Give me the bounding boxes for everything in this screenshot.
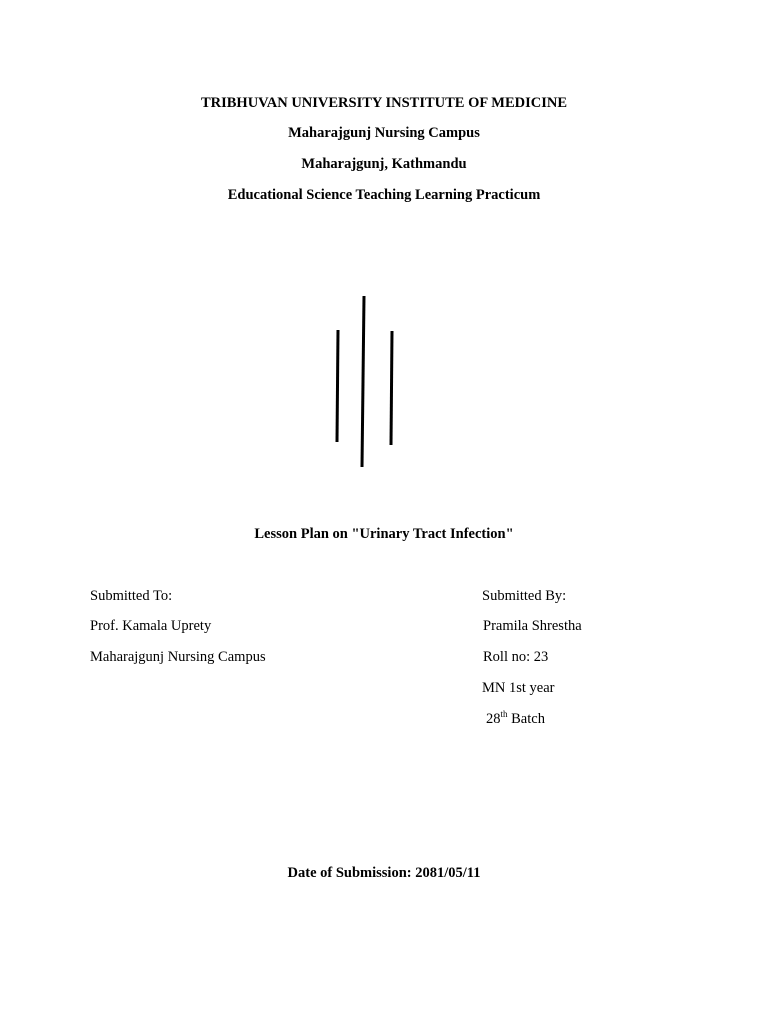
submitted-to-institution: Maharajgunj Nursing Campus	[90, 649, 266, 665]
submitted-by-label: Submitted By:	[482, 588, 567, 604]
batch-word: Batch	[507, 711, 545, 727]
emblem-lines-graphic	[320, 290, 410, 475]
submitted-by-batch	[486, 710, 545, 728]
emblem-center-line	[362, 296, 364, 467]
university-heading: TRIBHUVAN UNIVERSITY INSTITUTE OF MEDICINE	[200, 95, 568, 111]
submitted-by-name: Pramila Shrestha	[483, 618, 582, 634]
submitted-by-year: MN 1st year	[482, 680, 555, 696]
submitted-by-roll: Roll no: 23	[483, 649, 549, 665]
emblem-right-line	[391, 331, 392, 445]
course-heading: Educational Science Teaching Learning Practicum	[227, 187, 541, 203]
lesson-title: Lesson Plan on "Urinary Tract Infection"	[254, 526, 514, 542]
batch-ordinal-suffix: th	[500, 709, 508, 719]
location-heading: Maharajgunj, Kathmandu	[301, 156, 467, 172]
batch-number: 28	[486, 711, 501, 727]
submitted-to-label: Submitted To:	[90, 588, 173, 604]
campus-heading: Maharajgunj Nursing Campus	[288, 125, 480, 141]
submission-date: Date of Submission: 2081/05/11	[287, 865, 481, 881]
submitted-to-name: Prof. Kamala Uprety	[90, 618, 212, 634]
emblem-left-line	[337, 330, 338, 442]
